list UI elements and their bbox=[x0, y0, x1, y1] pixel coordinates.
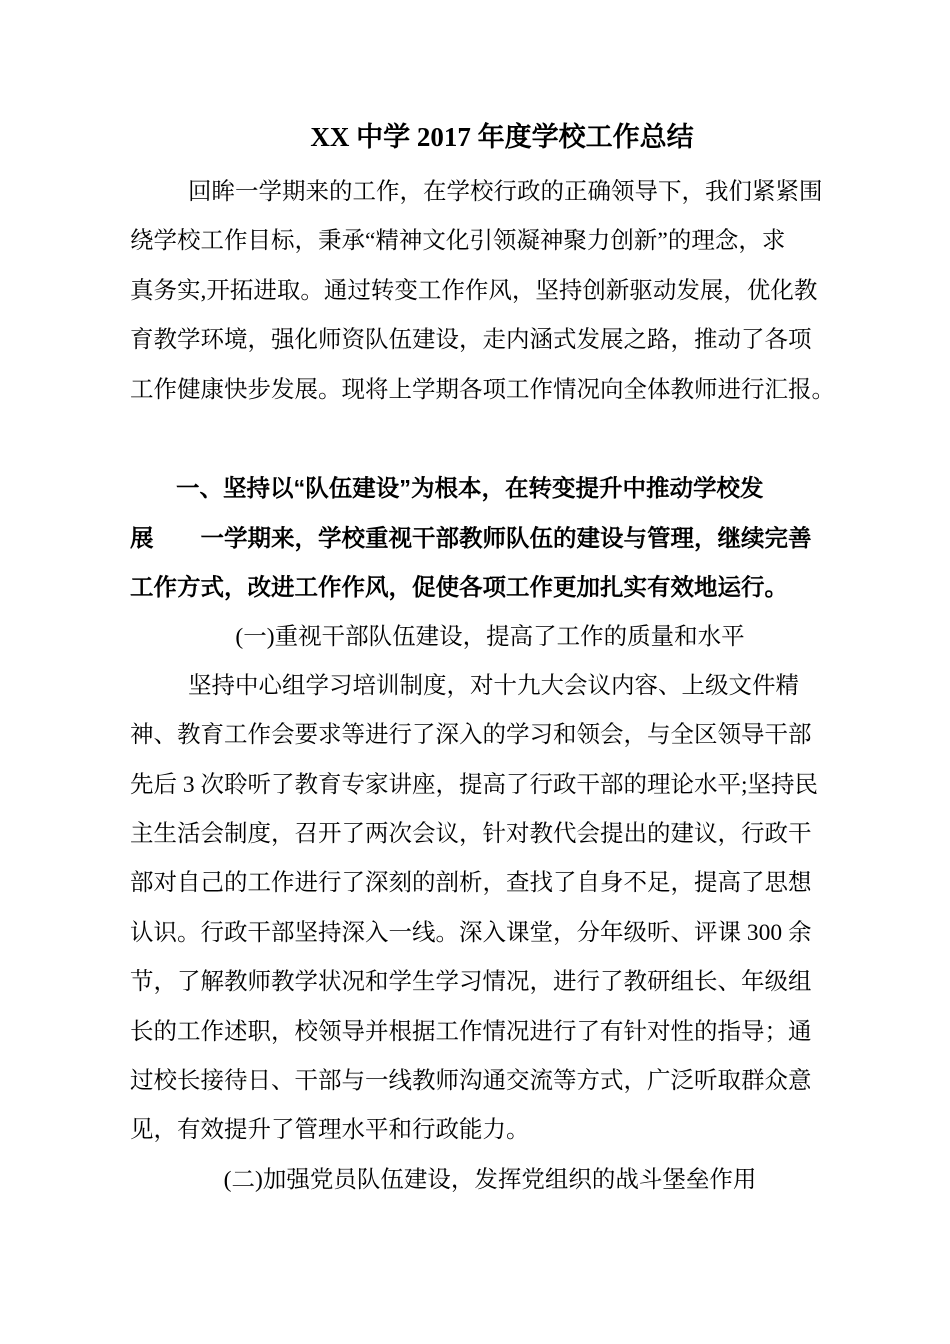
paragraph-line: 长的工作述职，校领导并根据工作情况进行了有针对性的指导；通 bbox=[130, 1018, 812, 1045]
document-title: XX 中学 2017 年度学校工作总结 bbox=[310, 122, 694, 152]
paragraph-line: 主生活会制度，召开了两次会议，针对教代会提出的建议，行政干 bbox=[130, 821, 812, 848]
paragraph-line: 认识。行政干部坚持深入一线。深入课堂，分年级听、评课 300 余 bbox=[130, 919, 812, 946]
section-heading-line: 工作方式，改进工作作风，促使各项工作更加扎实有效地运行。 bbox=[130, 574, 788, 601]
subsection-heading-line: (一)重视干部队伍建设，提高了工作的质量和水平 bbox=[235, 623, 745, 650]
blank-line bbox=[130, 415, 810, 464]
paragraph-line: 神、教育工作会要求等进行了深入的学习和领会，与全区领导干部 bbox=[130, 722, 812, 749]
paragraph-line: 节，了解教师教学状况和学生学习情况，进行了教研组长、年级组 bbox=[130, 969, 812, 996]
paragraph-line: 见，有效提升了管理水平和行政能力。 bbox=[130, 1117, 530, 1144]
paragraph-line: 回眸一学期来的工作，在学校行政的正确领导下，我们紧紧围 bbox=[188, 179, 823, 205]
paragraph-line: 真务实,开拓进取。通过转变工作作风，坚持创新驱动发展，优化教 bbox=[130, 277, 818, 304]
section-heading-line: 展 一学期来，学校重视干部教师队伍的建设与管理，继续完善 bbox=[130, 524, 812, 551]
paragraph-line: 工作健康快步发展。现将上学期各项工作情况向全体教师进行汇报。 bbox=[130, 376, 835, 403]
paragraph-line: 绕学校工作目标，秉承“精神文化引领凝神聚力创新”的理念，求 bbox=[130, 228, 786, 255]
paragraph-line: 部对自己的工作进行了深刻的剖析，查找了自身不足，提高了思想 bbox=[130, 870, 812, 897]
document-body bbox=[130, 106, 835, 1205]
section-heading-line: 一、坚持以“队伍建设”为根本，在转变提升中推动学校发 bbox=[176, 475, 764, 502]
subsection-heading-line: (二)加强党员队伍建设，发挥党组织的战斗堡垒作用 bbox=[223, 1166, 757, 1193]
paragraph-line: 过校长接待日、干部与一线教师沟通交流等方式，广泛听取群众意 bbox=[130, 1068, 812, 1095]
paragraph-line: 育教学环境，强化师资队伍建设，走内涵式发展之路，推动了各项 bbox=[130, 327, 812, 354]
paragraph-line: 先后 3 次聆听了教育专家讲座，提高了行政干部的理论水平;坚持民 bbox=[130, 771, 819, 798]
paragraph-line: 坚持中心组学习培训制度，对十九大会议内容、上级文件精 bbox=[188, 672, 799, 699]
